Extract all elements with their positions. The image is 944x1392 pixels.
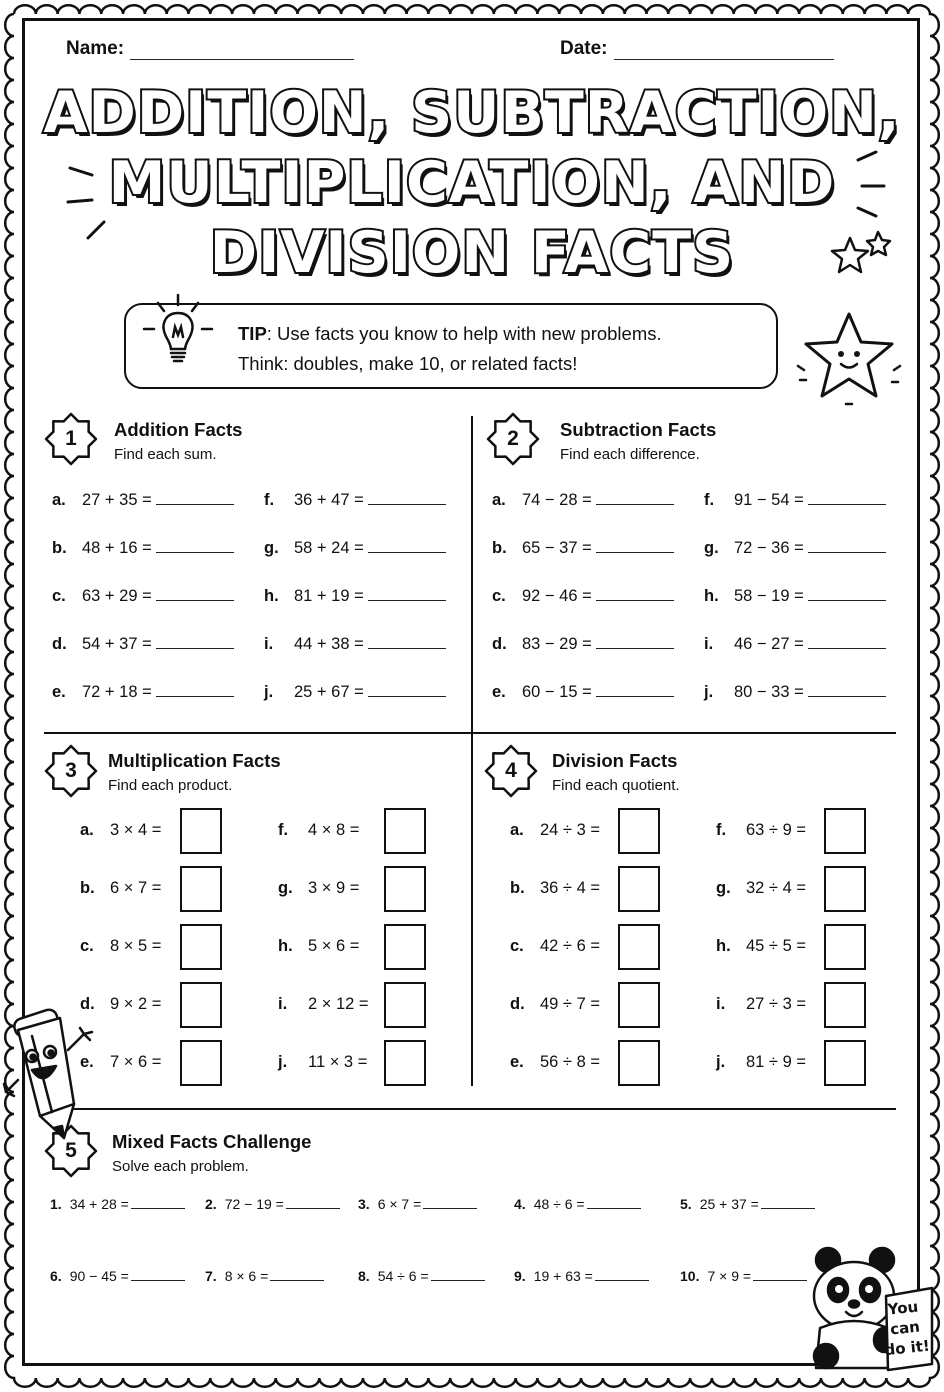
problem-expression: 2 × 12 = xyxy=(308,995,369,1013)
problem-letter: f. xyxy=(704,491,715,509)
problem-item xyxy=(716,937,806,956)
problem-expression: 11 × 3 = xyxy=(308,1053,368,1071)
tip-line-2: Think: doubles, make 10, or related facts! xyxy=(238,353,578,374)
panda-sign xyxy=(877,1296,933,1361)
problem-item xyxy=(278,1053,367,1072)
problem-expression: 6 × 7 = xyxy=(110,879,162,897)
problem-number: 1. xyxy=(50,1196,62,1212)
problem-letter: c. xyxy=(492,587,506,605)
section-title: Addition Facts xyxy=(114,419,243,440)
section-subtitle: Solve each problem. xyxy=(112,1158,249,1175)
problem-letter: b. xyxy=(52,539,67,557)
title-line-2: MULTIPLICATION, AND xyxy=(108,150,836,216)
problem-expression: 42 ÷ 6 = xyxy=(540,937,600,955)
problem-letter: c. xyxy=(510,937,524,955)
problem-item xyxy=(492,587,674,606)
problem-expression: 63 ÷ 9 = xyxy=(746,821,806,839)
problem-letter: g. xyxy=(704,539,719,557)
problem-item xyxy=(492,539,674,558)
answer-line[interactable] xyxy=(596,683,674,697)
problem-expression: 44 + 38 = xyxy=(294,635,364,653)
problem-expression: 36 ÷ 4 = xyxy=(540,879,600,897)
answer-line[interactable] xyxy=(587,1197,641,1209)
problem-number: 7. xyxy=(205,1268,217,1284)
answer-box[interactable] xyxy=(384,808,426,854)
problem-expression: 34 + 28 = xyxy=(69,1196,129,1212)
problem-letter: c. xyxy=(52,587,66,605)
problem-expression: 25 + 67 = xyxy=(294,683,364,701)
problem-letter: j. xyxy=(716,1053,726,1071)
problem-expression: 48 ÷ 6 = xyxy=(533,1196,585,1212)
tip-line-1: : Use facts you know to help with new problems. xyxy=(266,323,662,344)
answer-line[interactable] xyxy=(156,683,234,697)
quadrant-divider-horizontal xyxy=(44,732,896,734)
section-badge-3 xyxy=(44,744,98,798)
problem-letter: c. xyxy=(80,937,94,955)
problem-item xyxy=(510,821,600,840)
problem-item xyxy=(264,491,446,510)
title-line-3: DIVISION FACTS xyxy=(209,220,735,286)
problem-item xyxy=(510,995,600,1014)
problem-item xyxy=(704,539,886,558)
problem-expression: 7 × 9 = xyxy=(707,1268,752,1284)
problem-item xyxy=(205,1196,340,1212)
problem-expression: 92 − 46 = xyxy=(522,587,592,605)
problem-expression: 8 × 5 = xyxy=(110,937,162,955)
section-number: 2 xyxy=(507,427,519,450)
answer-line[interactable] xyxy=(808,683,886,697)
answer-line[interactable] xyxy=(753,1269,807,1281)
problem-item xyxy=(704,491,886,510)
answer-box[interactable] xyxy=(180,924,222,970)
answer-line[interactable] xyxy=(156,539,234,553)
problem-expression: 3 × 4 = xyxy=(110,821,162,839)
answer-line[interactable] xyxy=(431,1269,485,1281)
problem-expression: 58 + 24 = xyxy=(294,539,364,557)
section-title: Multiplication Facts xyxy=(108,750,281,771)
tip-text xyxy=(238,319,662,379)
problem-item xyxy=(492,491,674,510)
problem-item xyxy=(716,821,806,840)
problem-number: 8. xyxy=(358,1268,370,1284)
problem-item xyxy=(52,683,234,702)
problem-expression: 5 × 6 = xyxy=(308,937,360,955)
problem-letter: h. xyxy=(278,937,293,955)
problem-number: 5. xyxy=(680,1196,692,1212)
section-badge-1 xyxy=(44,412,98,466)
problem-letter: a. xyxy=(80,821,94,839)
section-badge-2 xyxy=(486,412,540,466)
problem-expression: 72 + 18 = xyxy=(82,683,152,701)
problem-expression: 19 + 63 = xyxy=(533,1268,593,1284)
sparkle-lines-icon xyxy=(0,0,944,260)
answer-box[interactable] xyxy=(618,982,660,1028)
problem-letter: a. xyxy=(510,821,524,839)
problem-item xyxy=(680,1268,807,1284)
problem-item xyxy=(278,821,359,840)
answer-line[interactable] xyxy=(368,539,446,553)
answer-box[interactable] xyxy=(824,1040,866,1086)
problem-expression: 49 ÷ 7 = xyxy=(540,995,600,1013)
section-subtitle: Find each sum. xyxy=(114,446,217,463)
problem-expression: 81 + 19 = xyxy=(294,587,364,605)
answer-line[interactable] xyxy=(596,539,674,553)
problem-item xyxy=(492,683,674,702)
problem-letter: j. xyxy=(264,683,274,701)
answer-line[interactable] xyxy=(368,635,446,649)
problem-letter: e. xyxy=(510,1053,524,1071)
name-label: Name: xyxy=(66,38,125,59)
problem-expression: 8 × 6 = xyxy=(224,1268,269,1284)
problem-expression: 46 − 27 = xyxy=(734,635,804,653)
answer-line[interactable] xyxy=(595,1269,649,1281)
problem-letter: f. xyxy=(716,821,727,839)
answer-line[interactable] xyxy=(131,1197,185,1209)
answer-line[interactable] xyxy=(596,635,674,649)
problem-item xyxy=(492,635,674,654)
answer-box[interactable] xyxy=(180,866,222,912)
problem-item xyxy=(716,995,806,1014)
section-badge-4 xyxy=(484,744,538,798)
sign-line-2: can xyxy=(889,1317,921,1339)
problem-expression: 72 − 36 = xyxy=(734,539,804,557)
problem-number: 10. xyxy=(680,1268,700,1284)
answer-box[interactable] xyxy=(180,1040,222,1086)
problem-letter: d. xyxy=(80,995,95,1013)
problem-item xyxy=(704,683,886,702)
problem-letter: f. xyxy=(278,821,289,839)
problem-letter: g. xyxy=(716,879,731,897)
problem-letter: g. xyxy=(264,539,279,557)
problem-item xyxy=(52,587,234,606)
answer-line[interactable] xyxy=(423,1197,477,1209)
problem-letter: b. xyxy=(510,879,525,897)
answer-line[interactable] xyxy=(808,635,886,649)
problem-expression: 32 ÷ 4 = xyxy=(746,879,806,897)
answer-line[interactable] xyxy=(808,539,886,553)
sign-line-3: do it! xyxy=(883,1336,931,1360)
twin-stars-icon xyxy=(830,228,900,278)
problem-item xyxy=(510,937,600,956)
problem-item xyxy=(80,821,161,840)
answer-line[interactable] xyxy=(286,1197,340,1209)
answer-line[interactable] xyxy=(156,635,234,649)
problem-item xyxy=(52,539,234,558)
section-number: 1 xyxy=(65,427,77,450)
section-subtitle: Find each difference. xyxy=(560,446,700,463)
answer-box[interactable] xyxy=(618,1040,660,1086)
problem-item xyxy=(716,1053,806,1072)
problem-item xyxy=(264,635,446,654)
problem-expression: 83 − 29 = xyxy=(522,635,592,653)
answer-line[interactable] xyxy=(761,1197,815,1209)
problem-letter: g. xyxy=(278,879,293,897)
answer-line[interactable] xyxy=(808,491,886,505)
problem-item xyxy=(52,491,234,510)
problem-number: 3. xyxy=(358,1196,370,1212)
problem-item xyxy=(278,879,359,898)
problem-item xyxy=(205,1268,324,1284)
answer-box[interactable] xyxy=(180,808,222,854)
answer-box[interactable] xyxy=(824,982,866,1028)
problem-item xyxy=(50,1268,185,1284)
problem-letter: e. xyxy=(492,683,506,701)
problem-item xyxy=(704,635,886,654)
problem-item xyxy=(278,995,369,1014)
problem-expression: 74 − 28 = xyxy=(522,491,592,509)
answer-box[interactable] xyxy=(824,866,866,912)
problem-number: 4. xyxy=(514,1196,526,1212)
tip-box xyxy=(124,303,778,389)
answer-line[interactable] xyxy=(596,491,674,505)
problem-expression: 65 − 37 = xyxy=(522,539,592,557)
lightbulb-icon xyxy=(138,293,218,379)
tip-label: TIP xyxy=(238,323,267,344)
problem-expression: 58 − 19 = xyxy=(734,587,804,605)
answer-box[interactable] xyxy=(824,808,866,854)
pencil-mascot-icon xyxy=(2,1000,102,1150)
problem-item xyxy=(278,937,359,956)
problem-letter: j. xyxy=(278,1053,288,1071)
problem-item xyxy=(50,1196,185,1212)
answer-line[interactable] xyxy=(156,587,234,601)
answer-box[interactable] xyxy=(384,866,426,912)
problem-item xyxy=(80,879,161,898)
problem-item xyxy=(358,1196,477,1212)
answer-box[interactable] xyxy=(384,1040,426,1086)
answer-line[interactable] xyxy=(270,1269,324,1281)
problem-item xyxy=(514,1268,649,1284)
answer-line[interactable] xyxy=(368,491,446,505)
problem-expression: 80 − 33 = xyxy=(734,683,804,701)
problem-expression: 3 × 9 = xyxy=(308,879,360,897)
problem-expression: 6 × 7 = xyxy=(377,1196,422,1212)
date-label: Date: xyxy=(560,38,608,59)
section-number: 4 xyxy=(505,759,517,782)
answer-line[interactable] xyxy=(368,587,446,601)
section-number: 5 xyxy=(65,1139,77,1162)
problem-number: 6. xyxy=(50,1268,62,1284)
problem-item xyxy=(264,587,446,606)
problem-number: 2. xyxy=(205,1196,217,1212)
answer-line[interactable] xyxy=(368,683,446,697)
section-number: 3 xyxy=(65,759,77,782)
problem-item xyxy=(680,1196,815,1212)
problem-expression: 54 + 37 = xyxy=(82,635,152,653)
problem-expression: 9 × 2 = xyxy=(110,995,162,1013)
problem-number: 9. xyxy=(514,1268,526,1284)
problem-letter: h. xyxy=(264,587,279,605)
problem-item xyxy=(704,587,886,606)
problem-expression: 56 ÷ 8 = xyxy=(540,1053,600,1071)
problem-expression: 27 ÷ 3 = xyxy=(746,995,806,1013)
problem-letter: e. xyxy=(52,683,66,701)
answer-box[interactable] xyxy=(384,982,426,1028)
answer-line[interactable] xyxy=(156,491,234,505)
problem-item xyxy=(510,879,600,898)
problem-item xyxy=(52,635,234,654)
problem-letter: j. xyxy=(704,683,714,701)
answer-line[interactable] xyxy=(596,587,674,601)
problem-letter: i. xyxy=(264,635,274,653)
problem-expression: 45 ÷ 5 = xyxy=(746,937,806,955)
problem-letter: i. xyxy=(716,995,726,1013)
problem-expression: 27 + 35 = xyxy=(82,491,152,509)
problem-item xyxy=(358,1268,485,1284)
section-title: Mixed Facts Challenge xyxy=(112,1131,312,1152)
problem-letter: b. xyxy=(80,879,95,897)
problem-letter: i. xyxy=(704,635,714,653)
problem-item xyxy=(264,683,446,702)
answer-box[interactable] xyxy=(618,924,660,970)
problem-expression: 60 − 15 = xyxy=(522,683,592,701)
problem-letter: d. xyxy=(52,635,67,653)
problem-expression: 48 + 16 = xyxy=(82,539,152,557)
answer-box[interactable] xyxy=(180,982,222,1028)
problem-item xyxy=(716,879,806,898)
problem-expression: 90 − 45 = xyxy=(69,1268,129,1284)
problem-letter: b. xyxy=(492,539,507,557)
problem-letter: a. xyxy=(52,491,66,509)
section-subtitle: Find each quotient. xyxy=(552,777,680,794)
answer-line[interactable] xyxy=(808,587,886,601)
problem-item xyxy=(514,1196,641,1212)
title-line-1: ADDITION, SUBTRACTION, xyxy=(43,80,901,146)
problem-expression: 54 ÷ 6 = xyxy=(377,1268,429,1284)
answer-box[interactable] xyxy=(824,924,866,970)
sign-line-1: You xyxy=(886,1297,920,1319)
problem-letter: d. xyxy=(492,635,507,653)
problem-expression: 72 − 19 = xyxy=(224,1196,284,1212)
mixed-section-divider xyxy=(44,1108,896,1110)
answer-box[interactable] xyxy=(384,924,426,970)
answer-line[interactable] xyxy=(131,1269,185,1281)
problem-letter: d. xyxy=(510,995,525,1013)
answer-box[interactable] xyxy=(618,808,660,854)
problem-item xyxy=(80,937,161,956)
problem-letter: h. xyxy=(704,587,719,605)
section-title: Division Facts xyxy=(552,750,678,771)
problem-expression: 4 × 8 = xyxy=(308,821,360,839)
smiling-star-icon xyxy=(794,306,904,406)
section-subtitle: Find each product. xyxy=(108,777,233,794)
answer-box[interactable] xyxy=(618,866,660,912)
problem-letter: e. xyxy=(80,1053,94,1071)
quadrant-divider-vertical xyxy=(471,416,473,1086)
problem-expression: 24 ÷ 3 = xyxy=(540,821,600,839)
problem-expression: 91 − 54 = xyxy=(734,491,804,509)
problem-item xyxy=(264,539,446,558)
problem-letter: a. xyxy=(492,491,506,509)
problem-item xyxy=(510,1053,600,1072)
section-title: Subtraction Facts xyxy=(560,419,717,440)
problem-expression: 7 × 6 = xyxy=(110,1053,162,1071)
problem-expression: 25 + 37 = xyxy=(699,1196,759,1212)
problem-expression: 36 + 47 = xyxy=(294,491,364,509)
problem-expression: 81 ÷ 9 = xyxy=(746,1053,806,1071)
problem-letter: h. xyxy=(716,937,731,955)
problem-letter: f. xyxy=(264,491,275,509)
problem-letter: i. xyxy=(278,995,288,1013)
problem-expression: 63 + 29 = xyxy=(82,587,152,605)
